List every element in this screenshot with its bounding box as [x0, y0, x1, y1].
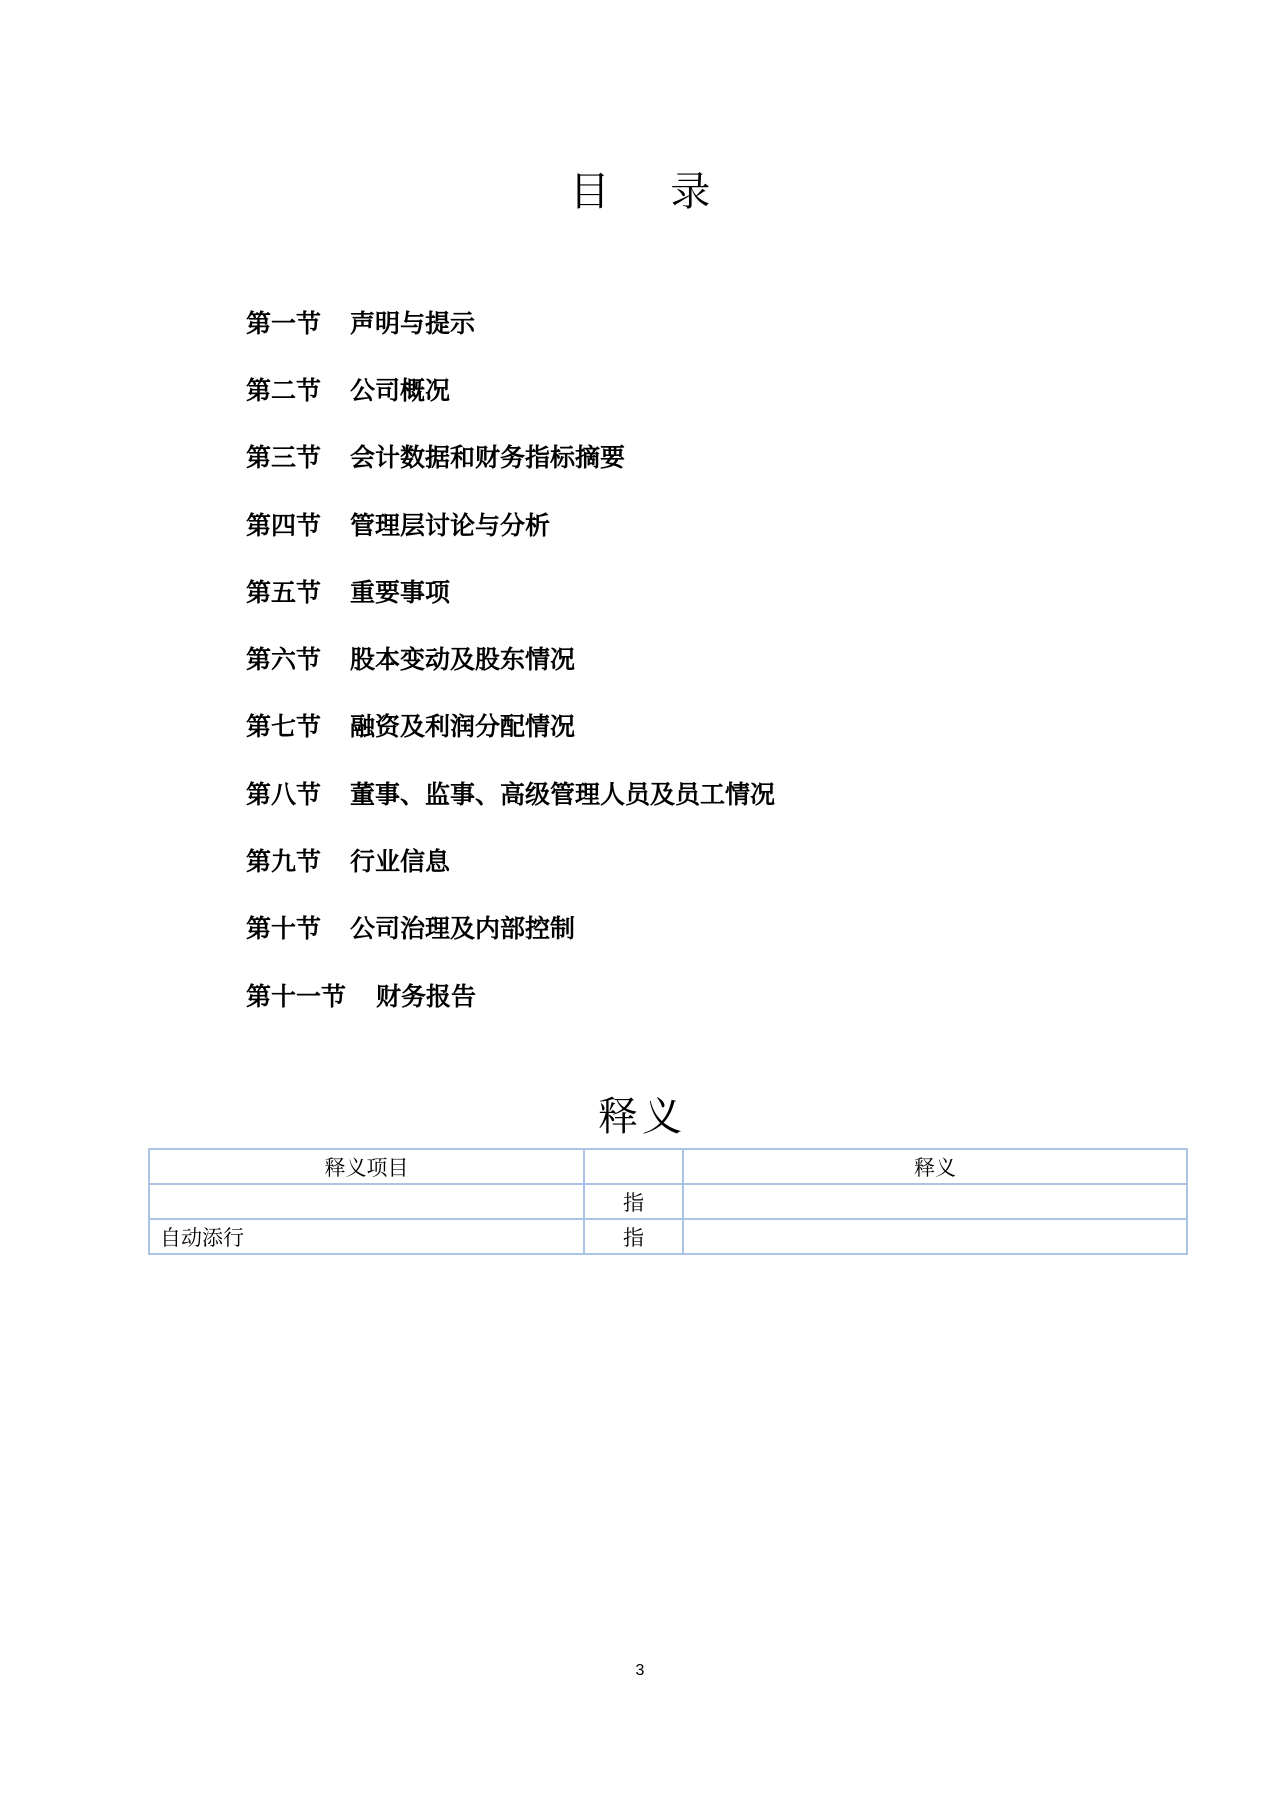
toc-item-number: 第四节 — [246, 510, 322, 540]
toc-item[interactable] — [246, 557, 775, 624]
toc-item[interactable] — [246, 355, 775, 422]
toc-item-number: 第七节 — [246, 712, 322, 742]
refers-cell: 指 — [584, 1184, 683, 1219]
toc-item-number: 第六节 — [246, 645, 322, 675]
toc-item-title: 行业信息 — [350, 847, 451, 877]
column-header-term: 释义项目 — [149, 1149, 584, 1184]
definition-cell — [683, 1219, 1187, 1254]
toc-title: 目 录 — [569, 169, 735, 215]
term-cell: 自动添行 — [149, 1219, 584, 1254]
table-row — [149, 1219, 1187, 1254]
glossary-table — [148, 1148, 1188, 1255]
toc-item-number: 第十一节 — [246, 981, 347, 1011]
toc-item[interactable] — [246, 490, 775, 557]
toc-item-title: 公司治理及内部控制 — [350, 914, 576, 944]
toc-item-title: 重要事项 — [350, 577, 451, 607]
glossary-title: 释义 — [598, 1094, 686, 1140]
toc-item-title: 公司概况 — [350, 375, 451, 405]
toc-item-number: 第三节 — [246, 443, 322, 473]
table-row — [149, 1184, 1187, 1219]
toc-item-title: 融资及利润分配情况 — [350, 712, 576, 742]
toc-item[interactable] — [246, 759, 775, 826]
toc-item-number: 第一节 — [246, 308, 322, 338]
term-cell — [149, 1184, 584, 1219]
toc-item-number: 第五节 — [246, 577, 322, 607]
table-header-row — [149, 1149, 1187, 1184]
toc-item-title: 声明与提示 — [350, 308, 476, 338]
toc-item-title: 股本变动及股东情况 — [350, 645, 576, 675]
page-number: 3 — [635, 1662, 645, 1679]
toc-item[interactable] — [246, 423, 775, 490]
toc-item-title: 会计数据和财务指标摘要 — [350, 443, 626, 473]
definition-cell — [683, 1184, 1187, 1219]
toc-item-number: 第八节 — [246, 779, 322, 809]
toc-item[interactable] — [246, 961, 775, 1028]
column-header-refers — [584, 1149, 683, 1184]
toc-item[interactable] — [246, 624, 775, 691]
toc-list — [246, 288, 775, 1028]
toc-item[interactable] — [246, 826, 775, 893]
toc-item-number: 第二节 — [246, 375, 322, 405]
toc-item[interactable] — [246, 288, 775, 355]
toc-item-number: 第十节 — [246, 914, 322, 944]
toc-item-title: 财务报告 — [376, 981, 477, 1011]
refers-cell: 指 — [584, 1219, 683, 1254]
toc-item[interactable] — [246, 894, 775, 961]
column-header-definition: 释义 — [683, 1149, 1187, 1184]
toc-item[interactable] — [246, 692, 775, 759]
toc-item-number: 第九节 — [246, 847, 322, 877]
toc-item-title: 管理层讨论与分析 — [350, 510, 551, 540]
toc-item-title: 董事、监事、高级管理人员及员工情况 — [350, 779, 776, 809]
